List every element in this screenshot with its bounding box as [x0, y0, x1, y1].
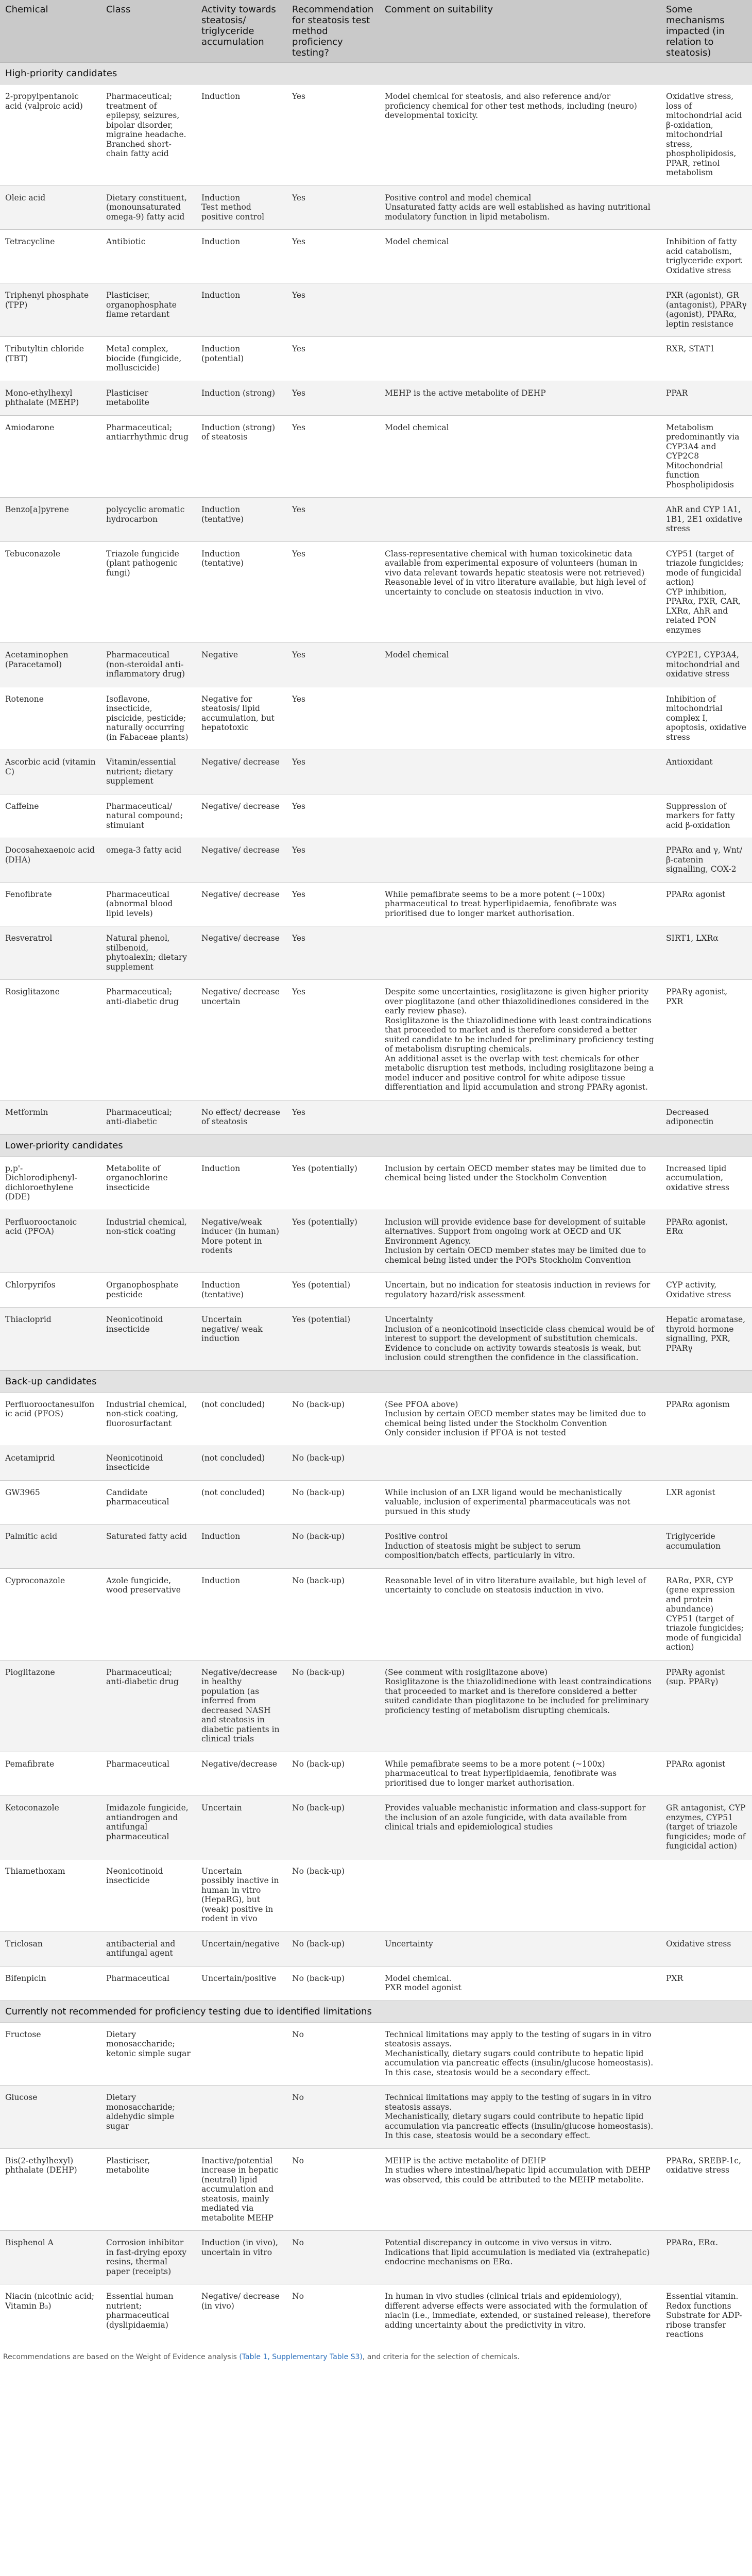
cell-comment	[380, 926, 661, 980]
cell-activity: Induction	[196, 1568, 287, 1660]
cell-activity: Induction	[196, 230, 287, 283]
section-header-row	[0, 63, 752, 84]
cell-chemical: Triphenyl phosphate (TPP)	[0, 283, 101, 337]
cell-activity: Induction (strong) of steatosis	[196, 415, 287, 498]
table-row	[0, 337, 752, 381]
cell-chemical: Tributyltin chloride (TBT)	[0, 337, 101, 381]
cell-activity: Induction (potential)	[196, 337, 287, 381]
cell-recommendation: Yes	[287, 1100, 380, 1134]
cell-class: Isoflavone, insecticide, piscicide, pesticide; naturally occurring (in Fabaceae plants)	[101, 687, 196, 750]
table-row	[0, 1100, 752, 1134]
cell-activity: (not concluded)	[196, 1480, 287, 1524]
cell-comment: Provides valuable mechanistic information and class-support for the inclusion of an azole fungicide, with data available from clinical trials and epidemiological studies	[380, 1796, 661, 1859]
table-row	[0, 1660, 752, 1752]
cell-comment: MEHP is the active metabolite of DEHP In studies where intestinal/hepatic lipid accumulation with DEHP was observed, this could be attributed to the MEHP metabolite.	[380, 2148, 661, 2231]
cell-chemical: Docosahexaenoic acid (DHA)	[0, 838, 101, 883]
cell-recommendation: Yes	[287, 498, 380, 542]
cell-activity: (not concluded)	[196, 1446, 287, 1480]
table-row	[0, 2148, 752, 2231]
cell-activity: Uncertain	[196, 1796, 287, 1859]
cell-mechanisms: PPARα and γ, Wnt/β-catenin signalling, COX-2	[661, 838, 752, 883]
cell-mechanisms: PPARα agonist	[661, 1752, 752, 1796]
cell-activity: Induction (in vivo), uncertain in vitro	[196, 2231, 287, 2284]
cell-mechanisms: LXR agonist	[661, 1480, 752, 1524]
cell-recommendation: Yes	[287, 415, 380, 498]
table-row	[0, 643, 752, 687]
cell-comment: (See comment with rosiglitazone above) Rosiglitazone is the thiazolidinedione with least contraindications that proceeded to market and is therefore considered a better suited candidate than pioglitazone to be included for preliminary proficiency testing of metabolism disrupting chemicals.	[380, 1660, 661, 1752]
cell-class: Pharmaceutical	[101, 1752, 196, 1796]
cell-chemical: GW3965	[0, 1480, 101, 1524]
cell-comment	[380, 687, 661, 750]
cell-recommendation: Yes (potentially)	[287, 1210, 380, 1273]
table-row	[0, 1796, 752, 1859]
table-row	[0, 84, 752, 186]
cell-recommendation: No (back-up)	[287, 1966, 380, 2001]
cell-chemical: Pemafibrate	[0, 1752, 101, 1796]
cell-comment: Uncertainty Inclusion of a neonicotinoid insecticide class chemical would be of interest to support the development of substitution chemicals. Evidence to conclude on activity towards steatosis is weak, but inclusion could strengthen the confidence in the classification.	[380, 1308, 661, 1371]
cell-mechanisms: Inhibition of fatty acid catabolism, triglyceride export Oxidative stress	[661, 230, 752, 283]
cell-activity: Induction (strong)	[196, 381, 287, 415]
section-title: Currently not recommended for proficiency testing due to identified limitations	[0, 2001, 752, 2022]
cell-activity: Inactive/potential increase in hepatic (neutral) lipid accumulation and steatosis, mainly mediated via metabolite MEHP	[196, 2148, 287, 2231]
cell-chemical: Glucose	[0, 2086, 101, 2149]
cell-activity: Induction	[196, 283, 287, 337]
cell-mechanisms: RXR, STAT1	[661, 337, 752, 381]
cell-comment: Inclusion by certain OECD member states may be limited due to chemical being listed under the Stockholm Convention	[380, 1156, 661, 1210]
cell-mechanisms: Oxidative stress	[661, 1931, 752, 1966]
cell-comment	[380, 750, 661, 794]
cell-recommendation: Yes	[287, 838, 380, 883]
cell-comment	[380, 1100, 661, 1134]
cell-class: Pharmaceutical; treatment of epilepsy, seizures, bipolar disorder, migraine headache. Branched short-chain fatty acid	[101, 84, 196, 186]
cell-recommendation: Yes	[287, 926, 380, 980]
cell-chemical: Rosiglitazone	[0, 980, 101, 1100]
cell-class: Pharmaceutical	[101, 1966, 196, 2001]
cell-activity: Uncertain possibly inactive in human in vitro (HepaRG), but (weak) positive in rodent in vivo	[196, 1859, 287, 1931]
cell-chemical: Bisphenol A	[0, 2231, 101, 2284]
table-row	[0, 230, 752, 283]
cell-chemical: Ascorbic acid (vitamin C)	[0, 750, 101, 794]
cell-comment: Model chemical	[380, 643, 661, 687]
cell-recommendation: No	[287, 2022, 380, 2086]
table-row	[0, 1524, 752, 1569]
table-row	[0, 687, 752, 750]
cell-mechanisms: Inhibition of mitochondrial complex I, apoptosis, oxidative stress	[661, 687, 752, 750]
cell-chemical: Chlorpyrifos	[0, 1273, 101, 1308]
column-header-activity: Activity towards steatosis/ triglyceride accumulation	[196, 0, 287, 63]
table-row	[0, 794, 752, 838]
table-row	[0, 541, 752, 643]
section-title: High-priority candidates	[0, 63, 752, 84]
cell-comment: Class-representative chemical with human toxicokinetic data available from experimental exposure of volunteers (human in vivo data relevant towards hepatic steatosis were not retrieved) Reasonable level of in vitro literature available, but high level of uncertainty to conclude on steatosis induction in vivo.	[380, 541, 661, 643]
cell-mechanisms	[661, 2022, 752, 2086]
cell-mechanisms: PXR	[661, 1966, 752, 2001]
cell-recommendation: Yes	[287, 381, 380, 415]
cell-chemical: Benzo[a]pyrene	[0, 498, 101, 542]
cell-class: antibacterial and antifungal agent	[101, 1931, 196, 1966]
cell-chemical: Rotenone	[0, 687, 101, 750]
cell-activity: (not concluded)	[196, 1392, 287, 1446]
cell-class: Plasticiser metabolite	[101, 381, 196, 415]
cell-comment: While pemafibrate seems to be a more potent (~100x) pharmaceutical to treat hyperlipidaemia, fenofibrate was prioritised due to longer market authorisation.	[380, 1752, 661, 1796]
cell-mechanisms: CYP51 (target of triazole fungicides; mode of fungicidal action) CYP inhibition, PPARα, PXR, CAR, LXRα, AhR and related PON enzymes	[661, 541, 752, 643]
cell-mechanisms: PPARα, ERα.	[661, 2231, 752, 2284]
cell-chemical: p,p'- Dichlorodiphenyl-dichloroethylene (DDE)	[0, 1156, 101, 1210]
cell-chemical: Metformin	[0, 1100, 101, 1134]
cell-chemical: Resveratrol	[0, 926, 101, 980]
cell-chemical: Palmitic acid	[0, 1524, 101, 1569]
table-row	[0, 1156, 752, 1210]
cell-class: Pharmaceutical; anti-diabetic	[101, 1100, 196, 1134]
cell-mechanisms: PXR (agonist), GR (antagonist), PPARγ (agonist), PPARα, leptin resistance	[661, 283, 752, 337]
table-row	[0, 415, 752, 498]
cell-recommendation: Yes	[287, 283, 380, 337]
cell-mechanisms: PPARα, SREBP-1c, oxidative stress	[661, 2148, 752, 2231]
table-row	[0, 381, 752, 415]
cell-class: Plasticiser, metabolite	[101, 2148, 196, 2231]
table-row	[0, 2284, 752, 2347]
cell-class: Azole fungicide, wood preservative	[101, 1568, 196, 1660]
cell-comment	[380, 838, 661, 883]
cell-chemical: Mono-ethylhexyl phthalate (MEHP)	[0, 381, 101, 415]
cell-mechanisms: AhR and CYP 1A1, 1B1, 2E1 oxidative stress	[661, 498, 752, 542]
table-row	[0, 926, 752, 980]
cell-class: Pharmaceutical; anti-diabetic drug	[101, 980, 196, 1100]
cell-chemical: Bis(2-ethylhexyl) phthalate (DEHP)	[0, 2148, 101, 2231]
table-row	[0, 1568, 752, 1660]
cell-chemical: Perfluorooctanesulfonic acid (PFOS)	[0, 1392, 101, 1446]
cell-comment: Despite some uncertainties, rosiglitazone is given higher priority over pioglitazone (and other thiazolidinediones considered in the early review phase). Rosiglitazone is the thiazolidinedione with least contraindications that proceeded to market and is therefore considered a better suited candidate to be included for preliminary proficiency testing of metabolism disrupting chemicals. An additional asset is the overlap with test chemicals for other metabolic disruption test methods, including rosiglitazone being a model inducer and positive control for white adipose tissue differentiation and lipid accumulation and strong PPARγ agonist.	[380, 980, 661, 1100]
cell-class: Pharmaceutical (non-steroidal anti-inflammatory drug)	[101, 643, 196, 687]
table-row	[0, 2086, 752, 2149]
cell-comment: Positive control Induction of steatosis might be subject to serum composition/batch effects, particularly in vitro.	[380, 1524, 661, 1569]
cell-comment: Technical limitations may apply to the testing of sugars in in vitro steatosis assays. Mechanistically, dietary sugars could contribute to hepatic lipid accumulation via pancreatic effects (insulin/glucose homeostasis). In this case, steatosis would be a secondary effect.	[380, 2022, 661, 2086]
section-header-row	[0, 2001, 752, 2022]
cell-class: Pharmaceutical; anti-diabetic drug	[101, 1660, 196, 1752]
cell-class: Industrial chemical, non-stick coating	[101, 1210, 196, 1273]
cell-chemical: 2-propylpentanoic acid (valproic acid)	[0, 84, 101, 186]
table-row	[0, 838, 752, 883]
cell-chemical: Niacin (nicotinic acid; Vitamin B₃)	[0, 2284, 101, 2347]
cell-mechanisms: PPARα agonist	[661, 882, 752, 926]
cell-activity: Induction	[196, 84, 287, 186]
table-row	[0, 2022, 752, 2086]
cell-mechanisms	[661, 1859, 752, 1931]
cell-activity: Negative/ decrease (in vivo)	[196, 2284, 287, 2347]
table-row	[0, 1966, 752, 2001]
cell-chemical: Fructose	[0, 2022, 101, 2086]
cell-activity: Negative for steatosis/ lipid accumulation, but hepatotoxic	[196, 687, 287, 750]
cell-chemical: Amiodarone	[0, 415, 101, 498]
cell-recommendation: Yes	[287, 980, 380, 1100]
table-row	[0, 1308, 752, 1371]
column-header-class: Class	[101, 0, 196, 63]
cell-activity: Negative/ decrease	[196, 750, 287, 794]
cell-mechanisms: RARα, PXR, CYP (gene expression and protein abundance) CYP51 (target of triazole fungicides; mode of fungicidal action)	[661, 1568, 752, 1660]
cell-class: Pharmaceutical; antiarrhythmic drug	[101, 415, 196, 498]
cell-activity: Negative/ decrease uncertain	[196, 980, 287, 1100]
cell-comment	[380, 337, 661, 381]
cell-class: Antibiotic	[101, 230, 196, 283]
cell-chemical: Caffeine	[0, 794, 101, 838]
cell-recommendation: Yes (potential)	[287, 1273, 380, 1308]
cell-chemical: Tetracycline	[0, 230, 101, 283]
cell-recommendation: No (back-up)	[287, 1568, 380, 1660]
table-row	[0, 498, 752, 542]
cell-mechanisms: PPARγ agonist (sup. PPARγ)	[661, 1660, 752, 1752]
cell-mechanisms	[661, 2086, 752, 2149]
cell-recommendation: No	[287, 2284, 380, 2347]
cell-class: Neonicotinoid insecticide	[101, 1859, 196, 1931]
cell-mechanisms: CYP activity, Oxidative stress	[661, 1273, 752, 1308]
cell-class: Industrial chemical, non-stick coating, fluorosurfactant	[101, 1392, 196, 1446]
table-row	[0, 1446, 752, 1480]
cell-activity: Negative/ decrease	[196, 838, 287, 883]
cell-mechanisms: PPARα agonism	[661, 1392, 752, 1446]
cell-class: Natural phenol, stilbenoid, phytoalexin; dietary supplement	[101, 926, 196, 980]
cell-activity: Induction (tentative)	[196, 541, 287, 643]
cell-class: Vitamin/essential nutrient; dietary supplement	[101, 750, 196, 794]
cell-recommendation: Yes	[287, 794, 380, 838]
cell-activity: Negative/decrease	[196, 1752, 287, 1796]
cell-recommendation: No (back-up)	[287, 1480, 380, 1524]
table-row	[0, 1752, 752, 1796]
cell-activity: Negative/ decrease	[196, 882, 287, 926]
cell-activity: Induction	[196, 1524, 287, 1569]
cell-chemical: Triclosan	[0, 1931, 101, 1966]
cell-recommendation: No (back-up)	[287, 1660, 380, 1752]
cell-activity: Uncertain negative/ weak induction	[196, 1308, 287, 1371]
cell-comment: Potential discrepancy in outcome in vivo versus in vitro. Indications that lipid accumulation is mediated via (extrahepatic) endocrine mechanisms on ERα.	[380, 2231, 661, 2284]
table-body	[0, 63, 752, 2347]
cell-chemical: Ketoconazole	[0, 1796, 101, 1859]
cell-comment: Uncertainty	[380, 1931, 661, 1966]
cell-recommendation: Yes (potentially)	[287, 1156, 380, 1210]
footnote-text: Recommendations are based on the Weight of Evidence analysis	[3, 2352, 237, 2361]
cell-class: polycyclic aromatic hydrocarbon	[101, 498, 196, 542]
cell-recommendation: Yes	[287, 185, 380, 230]
cell-activity: No effect/ decrease of steatosis	[196, 1100, 287, 1134]
cell-comment: While inclusion of an LXR ligand would be mechanistically valuable, inclusion of experimental pharmaceuticals was not pursued in this study	[380, 1480, 661, 1524]
section-title: Lower-priority candidates	[0, 1134, 752, 1156]
cell-comment	[380, 1446, 661, 1480]
cell-chemical: Acetaminophen (Paracetamol)	[0, 643, 101, 687]
cell-comment: While pemafibrate seems to be a more potent (~100x) pharmaceutical to treat hyperlipidaemia, fenofibrate was prioritised due to longer market authorisation.	[380, 882, 661, 926]
cell-class: Corrosion inhibitor in fast-drying epoxy resins, thermal paper (receipts)	[101, 2231, 196, 2284]
cell-class: Dietary constituent, (monounsaturated omega-9) fatty acid	[101, 185, 196, 230]
cell-class: Triazole fungicide (plant pathogenic fungi)	[101, 541, 196, 643]
cell-class: Neonicotinoid insecticide	[101, 1308, 196, 1371]
cell-recommendation: Yes	[287, 750, 380, 794]
cell-activity: Induction (tentative)	[196, 1273, 287, 1308]
cell-class: Metabolite of organochlorine insecticide	[101, 1156, 196, 1210]
cell-recommendation: Yes	[287, 541, 380, 643]
cell-comment: Model chemical for steatosis, and also reference and/or proficiency chemical for other test methods, including (neuro) developmental toxicity.	[380, 84, 661, 186]
column-header-comment: Comment on suitability	[380, 0, 661, 63]
cell-chemical: Thiacloprid	[0, 1308, 101, 1371]
table-row	[0, 1859, 752, 1931]
cell-class: Dietary monosaccharide; ketonic simple sugar	[101, 2022, 196, 2086]
cell-chemical: Acetamiprid	[0, 1446, 101, 1480]
cell-recommendation: No (back-up)	[287, 1524, 380, 1569]
table-row	[0, 1210, 752, 1273]
cell-chemical: Oleic acid	[0, 185, 101, 230]
cell-chemical: Pioglitazone	[0, 1660, 101, 1752]
cell-mechanisms: Decreased adiponectin	[661, 1100, 752, 1134]
cell-comment	[380, 1859, 661, 1931]
cell-class: Plasticiser, organophosphate flame retardant	[101, 283, 196, 337]
section-title: Back-up candidates	[0, 1370, 752, 1392]
cell-activity	[196, 2022, 287, 2086]
cell-activity	[196, 2086, 287, 2149]
cell-class: Metal complex, biocide (fungicide, molluscicide)	[101, 337, 196, 381]
cell-recommendation: No (back-up)	[287, 1796, 380, 1859]
cell-comment	[380, 283, 661, 337]
cell-mechanisms	[661, 185, 752, 230]
cell-comment: MEHP is the active metabolite of DEHP	[380, 381, 661, 415]
cell-comment: In human in vivo studies (clinical trials and epidemiology), different adverse effects were associated with the formulation of niacin (i.e., immediate, extended, or sustained release), therefore adding uncertainty about the predictivity in vitro.	[380, 2284, 661, 2347]
footnote-tail: , and criteria for the selection of chemicals.	[362, 2352, 520, 2361]
cell-mechanisms: SIRT1, LXRα	[661, 926, 752, 980]
cell-recommendation: No (back-up)	[287, 1446, 380, 1480]
cell-recommendation: No (back-up)	[287, 1931, 380, 1966]
cell-chemical: Thiamethoxam	[0, 1859, 101, 1931]
cell-class: Imidazole fungicide, antiandrogen and antifungal pharmaceutical	[101, 1796, 196, 1859]
cell-activity: Negative/decrease in healthy population (as inferred from decreased NASH and steatosis in diabetic patients in clinical trials	[196, 1660, 287, 1752]
cell-class: Saturated fatty acid	[101, 1524, 196, 1569]
table-row	[0, 2231, 752, 2284]
cell-activity: Negative/ decrease	[196, 794, 287, 838]
cell-comment: Positive control and model chemical Unsaturated fatty acids are well established as having nutritional modulatory function in lipid metabolism.	[380, 185, 661, 230]
cell-recommendation: No (back-up)	[287, 1392, 380, 1446]
cell-chemical: Fenofibrate	[0, 882, 101, 926]
cell-mechanisms: Suppression of markers for fatty acid β-oxidation	[661, 794, 752, 838]
cell-comment: Model chemical	[380, 415, 661, 498]
cell-comment: Model chemical	[380, 230, 661, 283]
cell-comment: (See PFOA above) Inclusion by certain OECD member states may be limited due to chemical being listed under the Stockholm Convention Only consider inclusion if PFOA is not tested	[380, 1392, 661, 1446]
cell-recommendation: Yes (potential)	[287, 1308, 380, 1371]
cell-mechanisms: Hepatic aromatase, thyroid hormone signalling, PXR, PPARγ	[661, 1308, 752, 1371]
cell-activity: Negative/ decrease	[196, 926, 287, 980]
cell-chemical: Cyproconazole	[0, 1568, 101, 1660]
cell-chemical: Perfluorooctanoic acid (PFOA)	[0, 1210, 101, 1273]
table-row	[0, 882, 752, 926]
cell-recommendation: No	[287, 2231, 380, 2284]
table-row	[0, 1273, 752, 1308]
table-row	[0, 980, 752, 1100]
cell-mechanisms: Essential vitamin. Redox functions Substrate for ADP-ribose transfer reactions	[661, 2284, 752, 2347]
cell-mechanisms: PPARα agonist, ERα	[661, 1210, 752, 1273]
cell-comment: Uncertain, but no indication for steatosis induction in reviews for regulatory hazard/risk assessment	[380, 1273, 661, 1308]
cell-class: omega-3 fatty acid	[101, 838, 196, 883]
cell-activity: Induction	[196, 1156, 287, 1210]
cell-comment	[380, 498, 661, 542]
cell-mechanisms: Triglyceride accumulation	[661, 1524, 752, 1569]
cell-activity: Negative	[196, 643, 287, 687]
table-header-row	[0, 0, 752, 63]
cell-recommendation: No (back-up)	[287, 1752, 380, 1796]
cell-activity: Negative/weak inducer (in human) More potent in rodents	[196, 1210, 287, 1273]
column-header-mechanisms: Some mechanisms impacted (in relation to steatosis)	[661, 0, 752, 63]
cell-mechanisms: Antioxidant	[661, 750, 752, 794]
cell-recommendation: No (back-up)	[287, 1859, 380, 1931]
cell-recommendation: Yes	[287, 643, 380, 687]
cell-activity: Uncertain/negative	[196, 1931, 287, 1966]
cell-recommendation: Yes	[287, 882, 380, 926]
footnote-table-link[interactable]: (Table 1, Supplementary Table S3)	[239, 2352, 363, 2361]
table-row	[0, 1480, 752, 1524]
table-footnote	[0, 2347, 752, 2367]
table-row	[0, 185, 752, 230]
cell-comment: Inclusion will provide evidence base for development of suitable alternatives. Support from ongoing work at OECD and UK Environment Agency. Inclusion by certain OECD member states may be limited due to chemical being listed under the POPs Stockholm Convention	[380, 1210, 661, 1273]
table-row	[0, 750, 752, 794]
cell-comment: Model chemical. PXR model agonist	[380, 1966, 661, 2001]
cell-mechanisms: CYP2E1, CYP3A4, mitochondrial and oxidative stress	[661, 643, 752, 687]
cell-mechanisms: Increased lipid accumulation, oxidative stress	[661, 1156, 752, 1210]
cell-recommendation: Yes	[287, 230, 380, 283]
cell-activity: Induction Test method positive control	[196, 185, 287, 230]
cell-recommendation: Yes	[287, 337, 380, 381]
table-row	[0, 1931, 752, 1966]
section-header-row	[0, 1370, 752, 1392]
cell-class: Candidate pharmaceutical	[101, 1480, 196, 1524]
table-row	[0, 1392, 752, 1446]
column-header-chemical: Chemical	[0, 0, 101, 63]
cell-class: Organophosphate pesticide	[101, 1273, 196, 1308]
cell-class: Dietary monosaccharide; aldehydic simple sugar	[101, 2086, 196, 2149]
column-header-recommendation: Recommendation for steatosis test method proficiency testing?	[287, 0, 380, 63]
cell-activity: Induction (tentative)	[196, 498, 287, 542]
cell-mechanisms: PPAR	[661, 381, 752, 415]
cell-mechanisms: Oxidative stress, loss of mitochondrial acid β-oxidation, mitochondrial stress, phospholipidosis, PPAR, retinol metabolism	[661, 84, 752, 186]
cell-recommendation: No	[287, 2086, 380, 2149]
cell-recommendation: Yes	[287, 84, 380, 186]
section-header-row	[0, 1134, 752, 1156]
cell-recommendation: Yes	[287, 687, 380, 750]
cell-mechanisms: GR antagonist, CYP enzymes, CYP51 (target of triazole fungicides; mode of fungicidal action)	[661, 1796, 752, 1859]
cell-recommendation: No	[287, 2148, 380, 2231]
cell-comment	[380, 794, 661, 838]
cell-comment: Reasonable level of in vitro literature available, but high level of uncertainty to conclude on steatosis induction in vivo.	[380, 1568, 661, 1660]
cell-chemical: Tebuconazole	[0, 541, 101, 643]
cell-activity: Uncertain/positive	[196, 1966, 287, 2001]
cell-class: Pharmaceutical (abnormal blood lipid levels)	[101, 882, 196, 926]
cell-mechanisms	[661, 1446, 752, 1480]
table-row	[0, 283, 752, 337]
cell-class: Pharmaceutical/ natural compound; stimulant	[101, 794, 196, 838]
cell-class: Essential human nutrient; pharmaceutical (dyslipidaemia)	[101, 2284, 196, 2347]
cell-mechanisms: PPARγ agonist, PXR	[661, 980, 752, 1100]
cell-comment: Technical limitations may apply to the testing of sugars in in vitro steatosis assays. Mechanistically, dietary sugars could contribute to hepatic lipid accumulation via pancreatic effects (insulin/glucose homeostasis). In this case, steatosis would be a secondary effect.	[380, 2086, 661, 2149]
cell-class: Neonicotinoid insecticide	[101, 1446, 196, 1480]
cell-chemical: Bifenpicin	[0, 1966, 101, 2001]
cell-mechanisms: Metabolism predominantly via CYP3A4 and CYP2C8 Mitochondrial function Phospholipidosis	[661, 415, 752, 498]
